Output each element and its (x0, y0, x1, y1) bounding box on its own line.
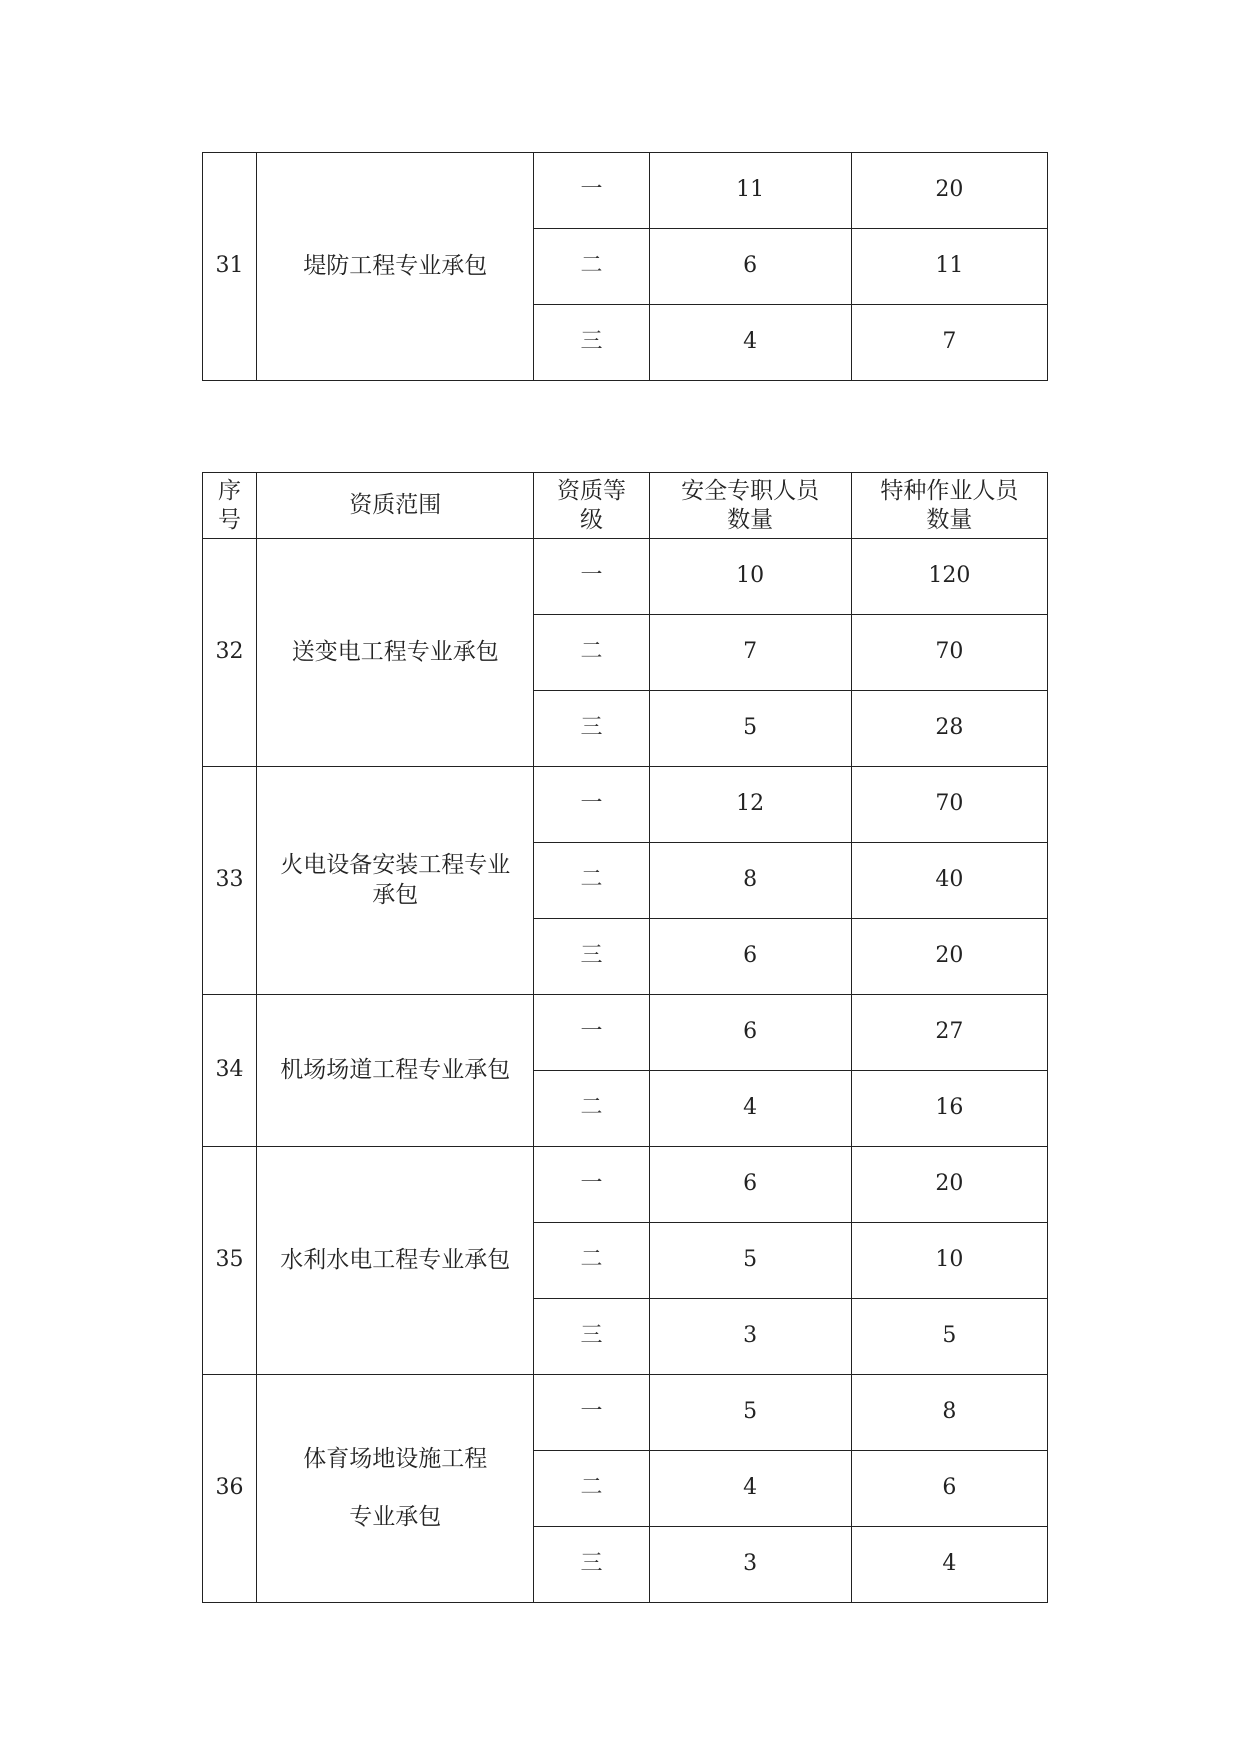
safety-staff-cell: 5 (649, 1375, 851, 1451)
safety-staff-cell: 11 (649, 153, 851, 229)
special-ops-cell: 11 (851, 229, 1047, 305)
special-ops-cell: 4 (851, 1527, 1047, 1603)
header-grade-line: 级 (579, 506, 603, 533)
header-safety-line: 安全专职人员 (681, 477, 820, 504)
table-row (203, 153, 1048, 229)
scope-line: 专业承包 (349, 1503, 442, 1530)
header-grade (534, 473, 649, 539)
grade-cell: 三 (534, 691, 649, 767)
header-scope: 资质范围 (257, 473, 534, 539)
header-seq (203, 473, 257, 539)
safety-staff-cell: 6 (649, 1147, 851, 1223)
special-ops-cell: 6 (851, 1451, 1047, 1527)
special-ops-cell: 120 (851, 539, 1047, 615)
table-row (203, 1375, 1048, 1451)
safety-staff-cell: 5 (649, 1223, 851, 1299)
grade-cell: 二 (534, 229, 649, 305)
grade-cell: 二 (534, 1223, 649, 1299)
safety-staff-cell: 4 (649, 1451, 851, 1527)
header-safety-staff (649, 473, 851, 539)
scope-cell: 水利水电工程专业承包 (257, 1147, 534, 1375)
grade-cell: 二 (534, 1071, 649, 1147)
header-safety-line: 数量 (727, 506, 774, 533)
special-ops-cell: 16 (851, 1071, 1047, 1147)
seq-cell: 31 (203, 153, 257, 381)
safety-staff-cell: 12 (649, 767, 851, 843)
scope-cell: 机场场道工程专业承包 (257, 995, 534, 1147)
grade-cell: 一 (534, 1147, 649, 1223)
special-ops-cell: 10 (851, 1223, 1047, 1299)
grade-cell: 一 (534, 153, 649, 229)
special-ops-cell: 28 (851, 691, 1047, 767)
safety-staff-cell: 10 (649, 539, 851, 615)
safety-staff-cell: 6 (649, 995, 851, 1071)
scope-line: 体育场地设施工程 (303, 1445, 488, 1472)
seq-cell: 35 (203, 1147, 257, 1375)
safety-staff-cell: 3 (649, 1299, 851, 1375)
header-grade-line: 资质等 (556, 477, 626, 504)
scope-line: 承包 (372, 881, 419, 908)
header-seq-line: 号 (218, 506, 242, 533)
safety-staff-cell: 4 (649, 1071, 851, 1147)
safety-staff-cell: 6 (649, 229, 851, 305)
scope-line: 火电设备安装工程专业 (280, 851, 511, 878)
grade-cell: 一 (534, 767, 649, 843)
grade-cell: 二 (534, 1451, 649, 1527)
table-header-row (203, 473, 1048, 539)
qualification-table (202, 472, 1048, 1603)
grade-cell: 三 (534, 919, 649, 995)
grade-cell: 一 (534, 995, 649, 1071)
safety-staff-cell: 6 (649, 919, 851, 995)
special-ops-cell: 8 (851, 1375, 1047, 1451)
scope-cell (257, 1375, 534, 1603)
scope-cell: 堤防工程专业承包 (257, 153, 534, 381)
header-special-ops (851, 473, 1047, 539)
grade-cell: 二 (534, 843, 649, 919)
header-special-line: 数量 (926, 506, 973, 533)
scope-cell: 送变电工程专业承包 (257, 539, 534, 767)
grade-cell: 三 (534, 1299, 649, 1375)
seq-cell: 34 (203, 995, 257, 1147)
safety-staff-cell: 3 (649, 1527, 851, 1603)
special-ops-cell: 7 (851, 305, 1047, 381)
safety-staff-cell: 8 (649, 843, 851, 919)
qualification-table-continued (202, 152, 1048, 381)
table-row (203, 539, 1048, 615)
table-row (203, 767, 1048, 843)
seq-cell: 32 (203, 539, 257, 767)
scope-cell (257, 767, 534, 995)
special-ops-cell: 40 (851, 843, 1047, 919)
special-ops-cell: 20 (851, 919, 1047, 995)
special-ops-cell: 27 (851, 995, 1047, 1071)
grade-cell: 二 (534, 615, 649, 691)
special-ops-cell: 20 (851, 153, 1047, 229)
seq-cell: 33 (203, 767, 257, 995)
table-row (203, 995, 1048, 1071)
grade-cell: 三 (534, 1527, 649, 1603)
safety-staff-cell: 7 (649, 615, 851, 691)
special-ops-cell: 70 (851, 767, 1047, 843)
grade-cell: 三 (534, 305, 649, 381)
safety-staff-cell: 5 (649, 691, 851, 767)
grade-cell: 一 (534, 539, 649, 615)
safety-staff-cell: 4 (649, 305, 851, 381)
header-seq-line: 序 (218, 477, 242, 504)
special-ops-cell: 20 (851, 1147, 1047, 1223)
grade-cell: 一 (534, 1375, 649, 1451)
table-row (203, 1147, 1048, 1223)
seq-cell: 36 (203, 1375, 257, 1603)
special-ops-cell: 70 (851, 615, 1047, 691)
header-special-line: 特种作业人员 (880, 477, 1019, 504)
special-ops-cell: 5 (851, 1299, 1047, 1375)
